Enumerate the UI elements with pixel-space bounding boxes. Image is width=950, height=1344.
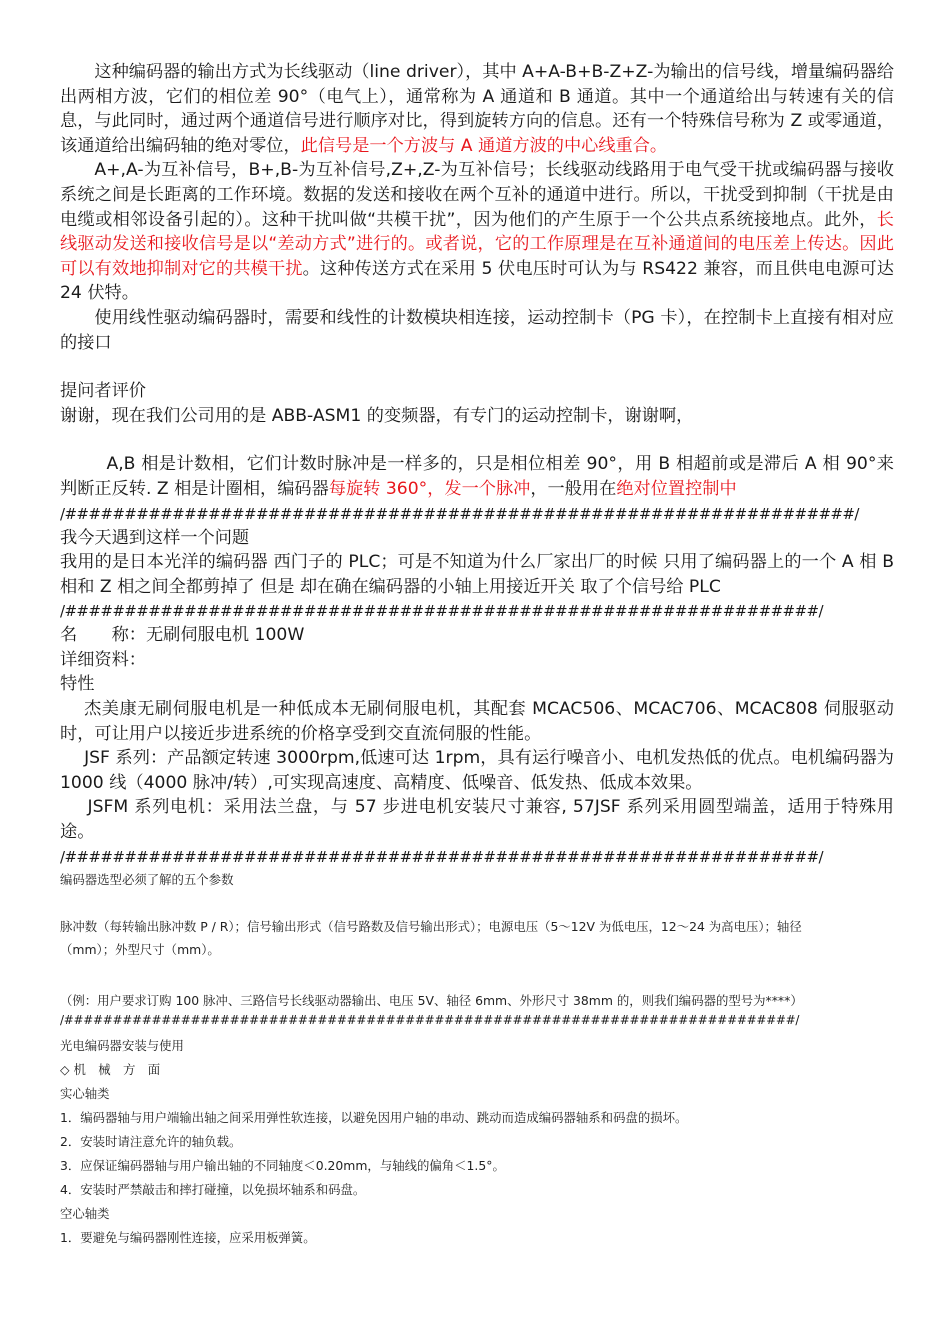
feature-paragraph: 杰美康无刷伺服电机是一种低成本无刷伺服电机，其配套 MCAC506、MCAC706、MCAC808 伺服驱动时，可让用户以接近步进系统的价格享受到交直流伺服的性能。: [60, 699, 894, 744]
hollow-shaft-heading: 空心轴类: [60, 1205, 110, 1221]
separator-line: /###############################################################/: [60, 602, 823, 621]
selection-text: （mm）；外型尺寸（mm）。: [60, 941, 220, 957]
list-item: 1．编码器轴与用户端输出轴之间采用弹性软连接，以避免因用户轴的串动、跳动而造成编码器轴系和码盘的损坏。: [60, 1109, 688, 1125]
highlight-text: 长线驱动发送和接收信号是以“差动方式”进行的。或者说，它的工作原理是在互补通道间的电压差上传达。因此可以有效地抑制对它的共模干扰: [60, 209, 894, 279]
detail-label: 详细资料：: [60, 649, 146, 670]
paragraph-line-driver: 这种编码器的输出方式为长线驱动（line driver），其中 A+A-B+B-Z+Z-为输出的信号线，增量编码器给出两相方波，它们的相位差 90°（电气上），通常称为 A 通道和 B 通道。其中一个通道给出与转速有关的信息，与此同时，通过两个通道信号进行顺序对比，得到旋转方向的信息。还有一个特殊信号称为 Z 或零通道，该通道给出编码轴的绝对零位，此信号是一个方波与 A 通道方波的中心线重合。: [60, 62, 894, 156]
feature-paragraph: JSF 系列：产品额定转速 3000rpm,低速可达 1rpm，具有运行噪音小、电机发热低的优点。电机编码器为 1000 线（4000 脉冲/转）,可实现高速度、高精度、低噪音、低发热、低成本效果。: [60, 748, 894, 793]
separator-line: /###############################################################/: [60, 847, 823, 866]
question-title: 我今天遇到这样一个问题: [60, 527, 250, 548]
example-text: （例：用户要求订购 100 脉冲、三路信号长线驱动器输出、电压 5V、轴径 6mm、外形尺寸 38mm 的，则我们编码器的型号为****）: [60, 992, 803, 1008]
question-text: 我用的是日本光洋的编码器 西门子的 PLC；可是不知道为什么厂家出厂的时候 只用了编码器上的一个 A 相 B 相和 Z 相之间全都剪掉了 但是 却在确在编码器的小轴上用接近开关 取了个信号给 PLC: [60, 552, 894, 597]
paragraph-complementary-signals: A+,A-为互补信号，B+,B-为互补信号,Z+,Z-为互补信号；长线驱动线路用于电气受干扰或编码器与接收系统之间是长距离的工作环境。数据的发送和接收在两个互补的通道中进行。所以，干扰受到抑制（干扰是由电缆或相邻设备引起的）。这种干扰叫做“共模干扰”，因为他们的产生原于一个公共点系统接地点。此外，长线驱动发送和接收信号是以“差动方式”进行的。或者说，它的工作原理是在互补通道间的电压差上传达。因此可以有效地抑制对它的共模干扰。这种传送方式在采用 5 伏电压时可认为与 RS422 兼容，而且供电电源可达 24 伏特。: [60, 160, 894, 304]
highlight-text: 每旋转 360°，发一个脉冲: [328, 478, 531, 499]
separator-line: /###########################################################################/: [60, 1012, 800, 1027]
list-item: 4．安装时严禁敲击和摔打碰撞，以免损坏轴系和码盘。: [60, 1181, 366, 1197]
highlight-text: 此信号是一个方波与 A 通道方波的中心线重合。: [300, 135, 668, 156]
paragraph-linear-driver: 使用线性驱动编码器时，需要和线性的计数模块相连接，运动控制卡（PG 卡），在控制卡上直接有相对应的接口: [60, 307, 894, 353]
product-name: 名 称：无刷伺服电机 100W: [60, 625, 305, 646]
solid-shaft-heading: 实心轴类: [60, 1085, 110, 1101]
selection-text: 脉冲数（每转输出脉冲数 P / R）；信号输出形式（信号路数及信号输出形式）；电源电压（5～12V 为低电压，12～24 为高电压）；轴径: [60, 918, 802, 934]
selection-title: 编码器选型必须了解的五个参数: [60, 871, 234, 887]
eval-text: 谢谢，现在我们公司用的是 ABB-ASM1 的变频器，有专门的运动控制卡，谢谢啊，: [60, 405, 694, 426]
list-item: 3．应保证编码器轴与用户输出轴的不同轴度＜0.20mm，与轴线的偏角＜1.5°。: [60, 1157, 505, 1173]
list-item: 2．安装时请注意允许的轴负载。: [60, 1133, 242, 1149]
paragraph-ab-phase: A,B 相是计数相，它们计数时脉冲是一样多的，只是相位相差 90°，用 B 相超前或是滞后 A 相 90°来判断正反转. Z 相是计圈相，编码器每旋转 360°，发一个脉冲，一般用在绝对位置控制中: [60, 454, 894, 499]
eval-title: 提问者评价: [60, 381, 146, 402]
highlight-text: 绝对位置控制中: [616, 478, 737, 499]
feature-paragraph: JSFM 系列电机：采用法兰盘，与 57 步进电机安装尺寸兼容, 57JSF 系列采用圆型端盖，适用于特殊用途。: [60, 797, 894, 843]
install-title: 光电编码器安装与使用: [60, 1037, 184, 1053]
feature-label: 特性: [60, 674, 95, 695]
mechanical-heading: ◇ 机 械 方 面: [60, 1061, 161, 1077]
list-item: 1．要避免与编码器刚性连接，应采用板弹簧。: [60, 1229, 316, 1245]
document-page: [60, 60, 894, 1246]
separator-line: /##################################################################/: [60, 504, 859, 523]
